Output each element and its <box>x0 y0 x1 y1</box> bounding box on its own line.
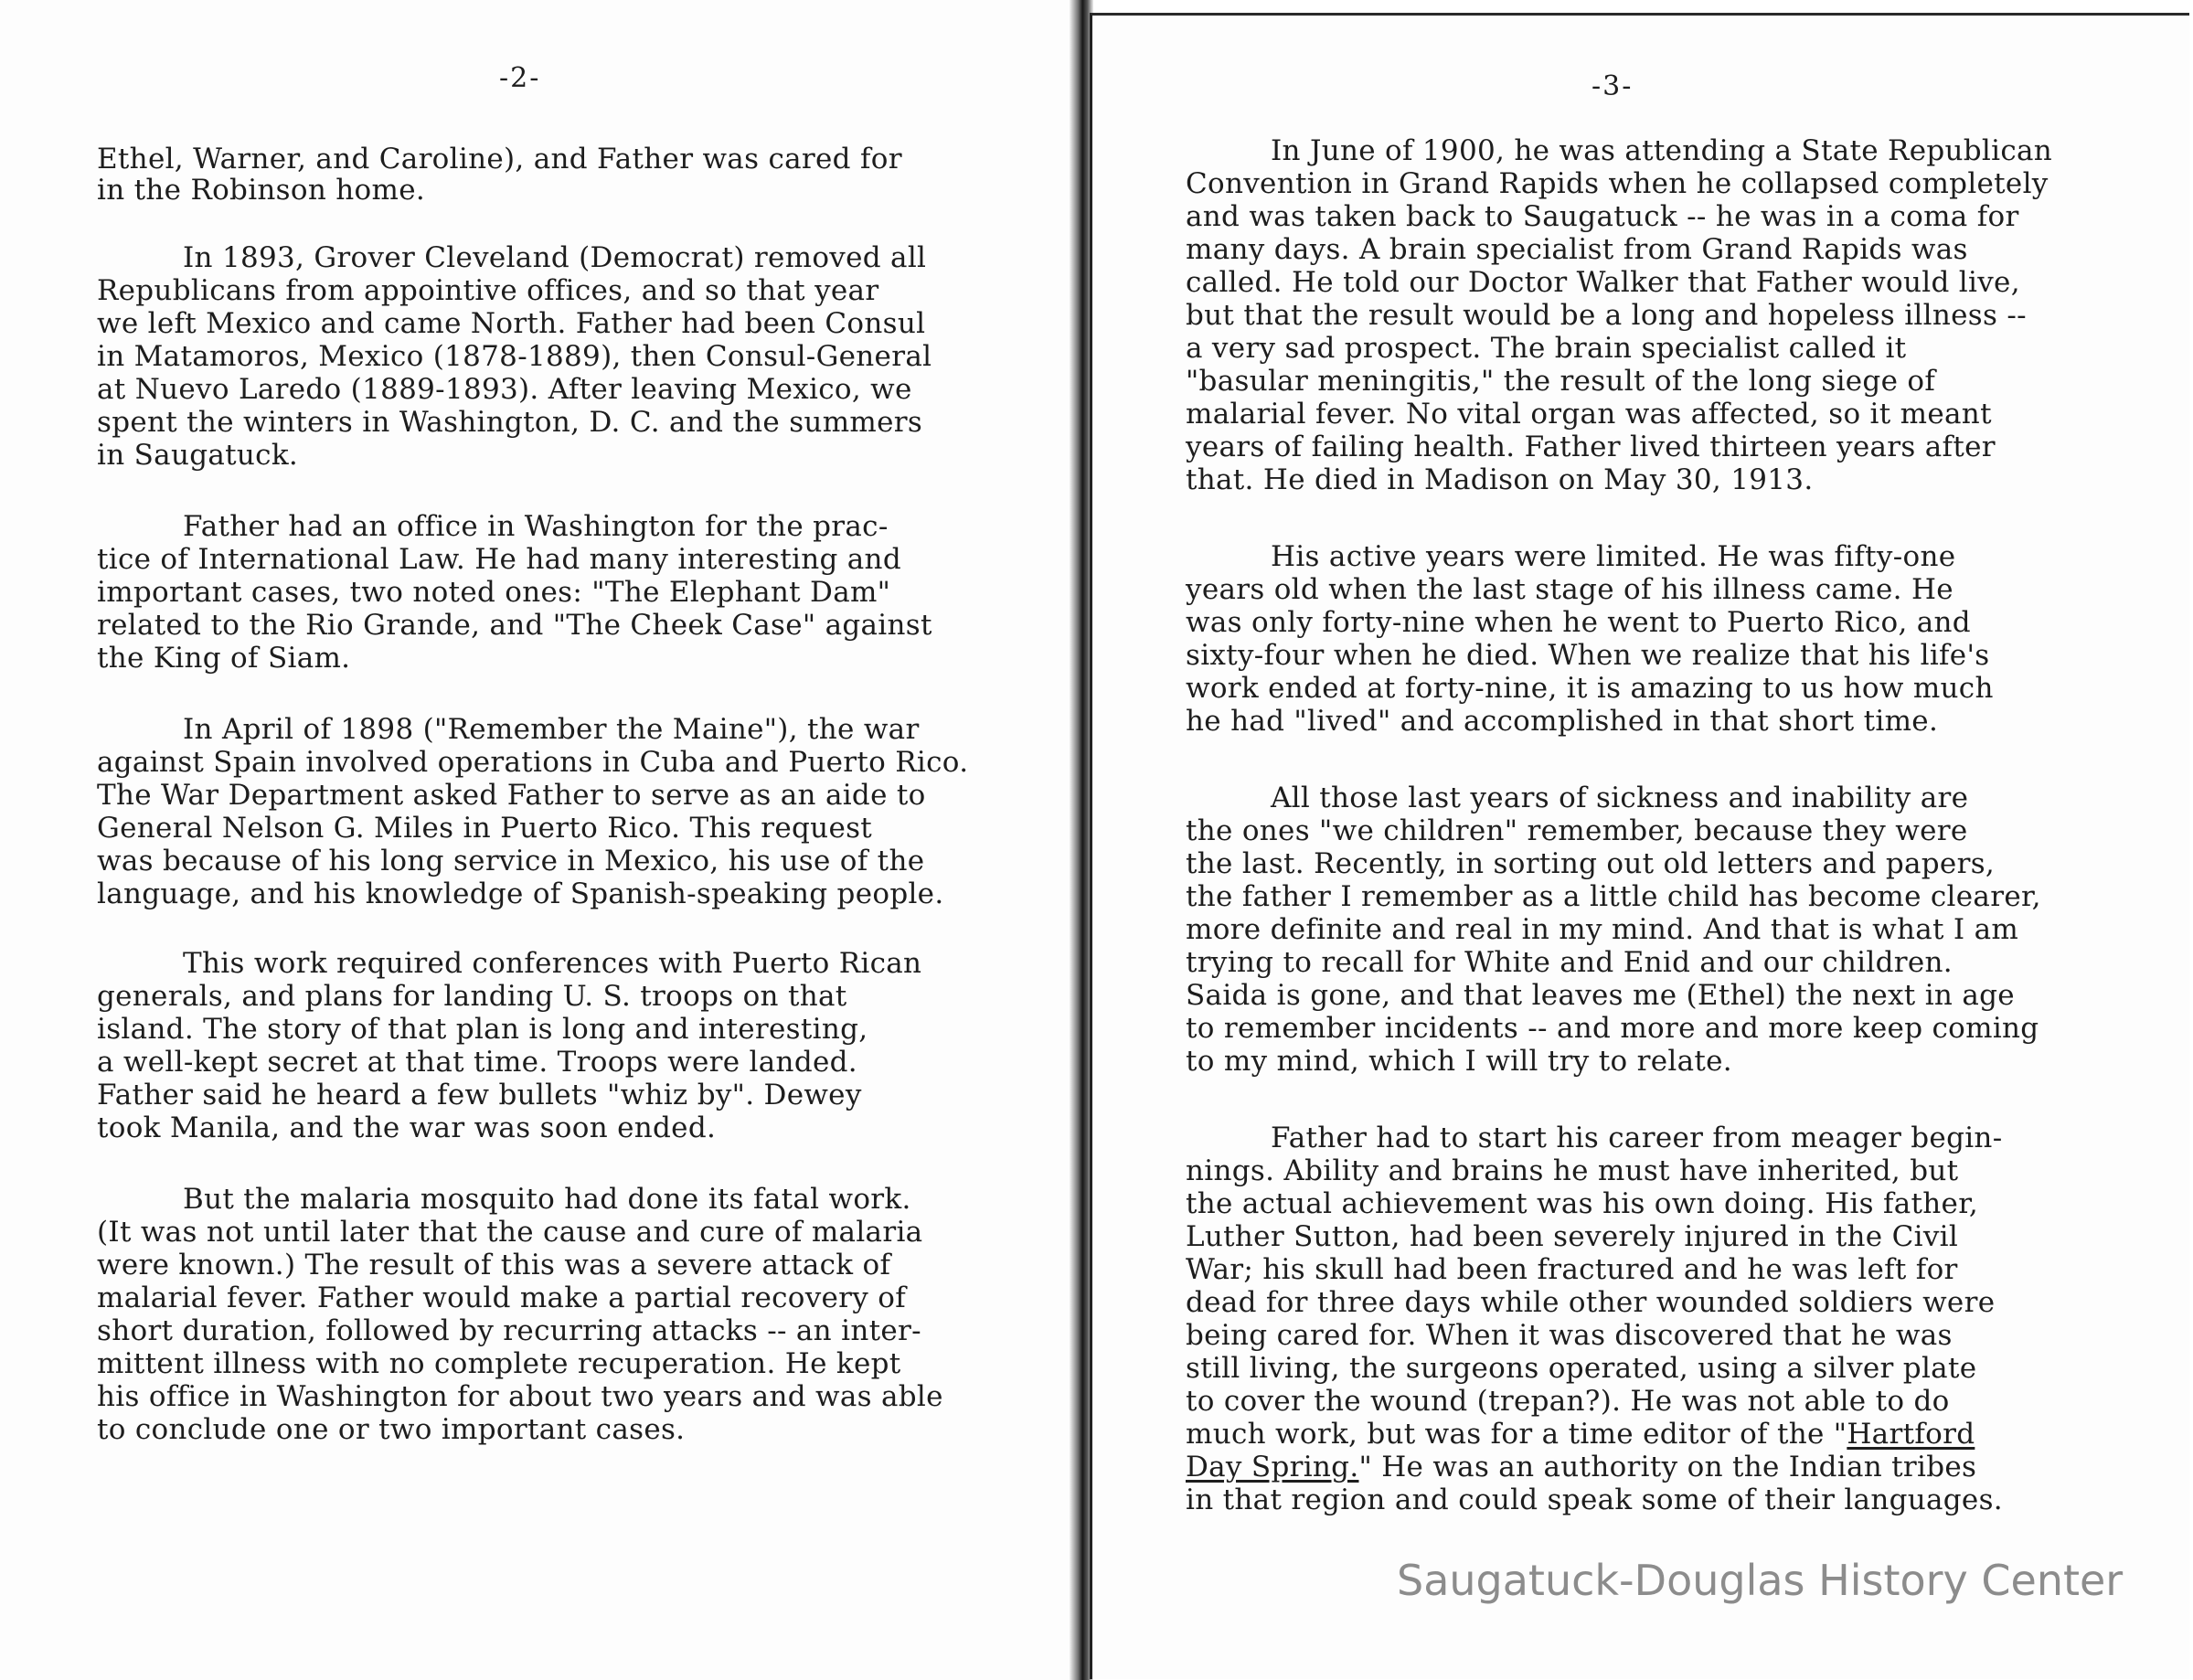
text-line: generals, and plans for landing U. S. troops on that <box>97 980 847 1013</box>
text-line: he had "lived" and accomplished in that short time. <box>1186 705 1939 738</box>
text-line: but that the result would be a long and hopeless illness -- <box>1186 299 2027 332</box>
text-line: sixty-four when he died. When we realize that his life's <box>1186 639 1990 672</box>
text-line: War; his skull had been fractured and he was left for <box>1186 1253 1958 1286</box>
text-line: to conclude one or two important cases. <box>97 1413 686 1446</box>
text-line: Saida is gone, and that leaves me (Ethel) the next in age <box>1186 979 2015 1012</box>
text-line: tice of International Law. He had many interesting and <box>97 543 901 576</box>
text-line: All those last years of sickness and inability are <box>1271 782 1969 814</box>
text-line: (It was not until later that the cause and cure of malaria <box>97 1216 923 1249</box>
text-line: in Saugatuck. <box>97 439 299 472</box>
text-line: General Nelson G. Miles in Puerto Rico. This request <box>97 812 873 845</box>
text-line: island. The story of that plan is long and interesting, <box>97 1013 868 1046</box>
text-line: related to the Rio Grande, and "The Cheek Case" against <box>97 609 932 642</box>
text-line: was because of his long service in Mexico, his use of the <box>97 845 925 877</box>
text-line: Republicans from appointive offices, and so that year <box>97 274 879 307</box>
left-page <box>0 0 1079 1680</box>
text-line: years old when the last stage of his illness came. He <box>1186 573 1953 606</box>
text-line: Convention in Grand Rapids when he collapsed completely <box>1186 167 2049 200</box>
text-line: in the Robinson home. <box>97 174 426 207</box>
text-line: the actual achievement was his own doing. His father, <box>1186 1187 1979 1220</box>
text-line: took Manila, and the war was soon ended. <box>97 1111 717 1144</box>
text-line: a very sad prospect. The brain specialist called it <box>1186 332 1907 365</box>
text-line: work ended at forty-nine, it is amazing to us how much <box>1186 672 1994 705</box>
text-line: against Spain involved operations in Cuba and Puerto Rico. <box>97 746 969 779</box>
text-line: were known.) The result of this was a severe attack of <box>97 1249 891 1281</box>
page-number-right: -3- <box>1592 70 1634 102</box>
text-line: Father had an office in Washington for the prac- <box>183 510 889 543</box>
text-line: much work, but was for a time editor of the "Hartford <box>1186 1418 1975 1451</box>
text-line: that. He died in Madison on May 30, 1913. <box>1186 463 1814 496</box>
text-line: to remember incidents -- and more and more keep coming <box>1186 1012 2039 1045</box>
text-line: mittent illness with no complete recuperation. He kept <box>97 1347 901 1380</box>
text-line: malarial fever. Father would make a partial recovery of <box>97 1281 906 1314</box>
text-line: nings. Ability and brains he must have inherited, but <box>1186 1154 1959 1187</box>
text-line: In June of 1900, he was attending a State Republican <box>1271 134 2053 167</box>
text-line: language, and his knowledge of Spanish-speaking people. <box>97 877 944 910</box>
text-line: at Nuevo Laredo (1889-1893). After leaving Mexico, we <box>97 373 912 406</box>
text-line: important cases, two noted ones: "The Elephant Dam" <box>97 576 891 609</box>
text-line: we left Mexico and came North. Father had been Consul <box>97 307 926 340</box>
text-line: The War Department asked Father to serve as an aide to <box>97 779 926 812</box>
text-line: spent the winters in Washington, D. C. and the summers <box>97 406 923 439</box>
text-line: to cover the wound (trepan?). He was not able to do <box>1186 1385 1950 1418</box>
watermark: Saugatuck-Douglas History Center <box>1397 1556 2124 1605</box>
text-line: many days. A brain specialist from Grand Rapids was <box>1186 233 1968 266</box>
text-line: the father I remember as a little child has become clearer, <box>1186 880 2041 913</box>
text-line: was only forty-nine when he went to Puerto Rico, and <box>1186 606 1971 639</box>
text-line: But the malaria mosquito had done its fatal work. <box>183 1183 911 1216</box>
text-line: to my mind, which I will try to relate. <box>1186 1045 1732 1078</box>
text-line: the ones "we children" remember, because they were <box>1186 814 1968 847</box>
text-line: This work required conferences with Puerto Rican <box>183 947 922 980</box>
page-number-left: -2- <box>499 62 541 94</box>
underlined-title: Day Spring. <box>1186 1451 1359 1483</box>
text-line: Father had to start his career from meager begin- <box>1271 1122 2003 1154</box>
text-line: his office in Washington for about two years and was able <box>97 1380 943 1413</box>
text-line: trying to recall for White and Enid and our children. <box>1186 946 1953 979</box>
underlined-title: Hartford <box>1847 1418 1975 1451</box>
text-line: called. He told our Doctor Walker that Father would live, <box>1186 266 2020 299</box>
text-line: Father said he heard a few bullets "whiz by". Dewey <box>97 1079 862 1111</box>
text-line: the King of Siam. <box>97 642 351 675</box>
text-line: dead for three days while other wounded soldiers were <box>1186 1286 1996 1319</box>
text-line: In 1893, Grover Cleveland (Democrat) removed all <box>183 241 927 274</box>
text-line: in that region and could speak some of their languages. <box>1186 1483 2003 1516</box>
text-line: more definite and real in my mind. And that is what I am <box>1186 913 2019 946</box>
text-line: malarial fever. No vital organ was affected, so it meant <box>1186 398 1992 431</box>
text-line: years of failing health. Father lived thirteen years after <box>1186 431 1996 463</box>
text-line: still living, the surgeons operated, using a silver plate <box>1186 1352 1977 1385</box>
text-line: His active years were limited. He was fifty-one <box>1271 540 1956 573</box>
right-page <box>1090 13 2189 1679</box>
text-line: short duration, followed by recurring attacks -- an inter- <box>97 1314 921 1347</box>
text-line: being cared for. When it was discovered that he was <box>1186 1319 1953 1352</box>
text-line: "basular meningitis," the result of the long siege of <box>1186 365 1936 398</box>
text-line: Ethel, Warner, and Caroline), and Father was cared for <box>97 143 902 175</box>
text-line: a well-kept secret at that time. Troops were landed. <box>97 1046 857 1079</box>
text-line: Day Spring." He was an authority on the Indian tribes <box>1186 1451 1977 1483</box>
text-line: Luther Sutton, had been severely injured in the Civil <box>1186 1220 1959 1253</box>
text-line: in Matamoros, Mexico (1878-1889), then Consul-General <box>97 340 932 373</box>
text-line: and was taken back to Saugatuck -- he was in a coma for <box>1186 200 2019 233</box>
text-line: In April of 1898 ("Remember the Maine"), the war <box>183 713 920 746</box>
text-line: the last. Recently, in sorting out old letters and papers, <box>1186 847 1996 880</box>
